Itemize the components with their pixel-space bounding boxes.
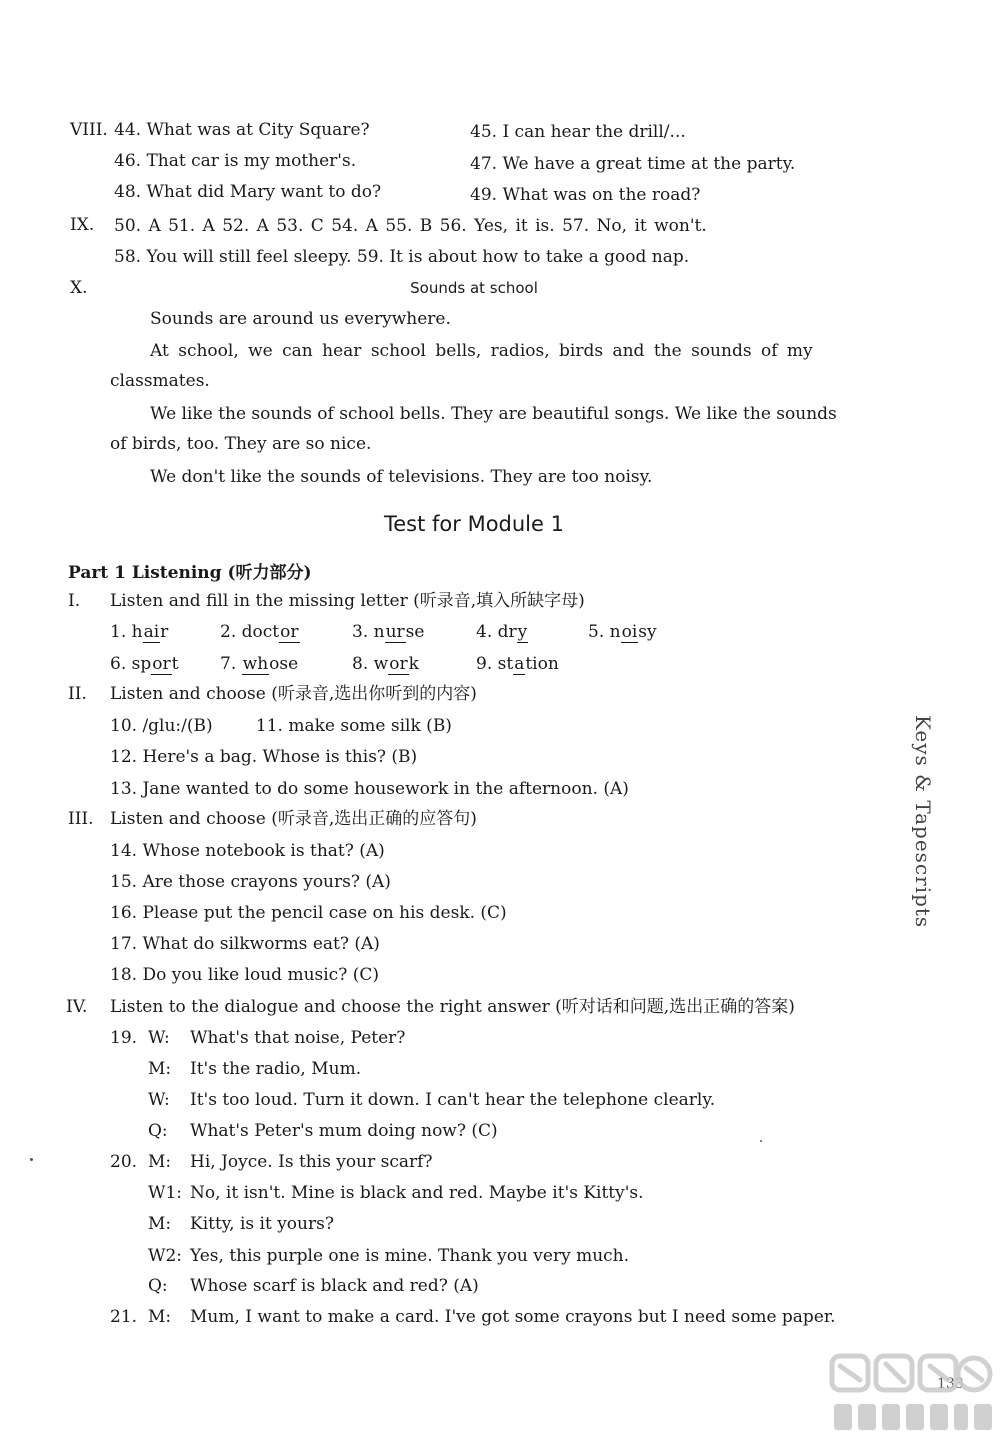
essay-line-5: of birds, too. They are so nice. xyxy=(110,434,372,454)
answer-46: 46. That car is my mother's. xyxy=(114,151,357,171)
side-running-title: Keys & Tapescripts xyxy=(911,715,935,929)
essay-line-2: At school, we can hear school bells, radios, birds and the sounds of my xyxy=(150,341,813,361)
speaker: W: xyxy=(148,1028,170,1048)
answers-10-11: 10. /glu:/(B) 11. make some silk (B) xyxy=(110,716,452,736)
speaker: M: xyxy=(148,1214,172,1234)
answer-12: 12. Here's a bag. Whose is this? (B) xyxy=(110,747,418,767)
dialogue-19-number: 19. xyxy=(110,1028,138,1048)
dialogue-21-number: 21. xyxy=(110,1307,138,1327)
speck xyxy=(760,1140,762,1142)
word-8: 8. work xyxy=(352,654,419,674)
speaker: Q: xyxy=(148,1121,168,1141)
speaker: W: xyxy=(148,1090,170,1110)
dialogue-20-number: 20. xyxy=(110,1152,138,1172)
answer-14: 14. Whose notebook is that? (A) xyxy=(110,841,385,861)
answer-18: 18. Do you like loud music? (C) xyxy=(110,965,379,985)
essay-line-3: classmates. xyxy=(110,371,210,391)
dialogue-question: Whose scarf is black and red? (A) xyxy=(190,1276,479,1296)
speaker: W1: xyxy=(148,1183,183,1203)
section-iii-number: III. xyxy=(68,809,94,829)
page-number: 133 xyxy=(937,1376,964,1392)
section-x-number: X. xyxy=(70,278,88,298)
word-4: 4. dry xyxy=(476,622,528,642)
speaker: M: xyxy=(148,1307,172,1327)
section-i-number: I. xyxy=(68,591,81,611)
word-6: 6. sport xyxy=(110,654,179,674)
answer-49: 49. What was on the road? xyxy=(470,185,701,205)
word-7: 7. whose xyxy=(220,654,299,674)
speck xyxy=(30,1158,33,1161)
part-1-heading: Part 1 Listening (听力部分) xyxy=(68,563,312,583)
answers-58-59: 58. You will still feel sleepy. 59. It is about how to take a good nap. xyxy=(114,247,690,267)
essay-line-6: We don't like the sounds of televisions. They are too noisy. xyxy=(150,467,653,487)
answer-44: 44. What was at City Square? xyxy=(114,120,370,140)
dialogue-line: It's too loud. Turn it down. I can't hear the telephone clearly. xyxy=(190,1090,716,1110)
dialogue-line: Hi, Joyce. Is this your scarf? xyxy=(190,1152,433,1172)
essay-line-4: We like the sounds of school bells. They are beautiful songs. We like the sounds xyxy=(150,404,837,424)
answer-47: 47. We have a great time at the party. xyxy=(470,154,796,174)
section-viii-number: VIII. xyxy=(70,120,108,140)
section-iii-instruction: Listen and choose (听录音,选出正确的应答句) xyxy=(110,809,477,829)
dialogue-line: Yes, this purple one is mine. Thank you very much. xyxy=(190,1246,630,1266)
dialogue-line: Mum, I want to make a card. I've got some crayons but I need some paper. xyxy=(190,1307,836,1327)
test-title: Test for Module 1 xyxy=(384,512,564,536)
word-5: 5. noisy xyxy=(588,622,657,642)
speaker: M: xyxy=(148,1059,172,1079)
answer-17: 17. What do silkworms eat? (A) xyxy=(110,934,380,954)
section-i-instruction: Listen and fill in the missing letter (听录音,填入所缺字母) xyxy=(110,591,585,611)
dialogue-line: It's the radio, Mum. xyxy=(190,1059,362,1079)
section-iv-instruction: Listen to the dialogue and choose the right answer (听对话和问题,选出正确的答案) xyxy=(110,997,795,1017)
section-iv-number: IV. xyxy=(66,997,88,1017)
answer-15: 15. Are those crayons yours? (A) xyxy=(110,872,391,892)
speaker: Q: xyxy=(148,1276,168,1296)
dialogue-question: What's Peter's mum doing now? (C) xyxy=(190,1121,498,1141)
answer-16: 16. Please put the pencil case on his desk. (C) xyxy=(110,903,507,923)
essay-title: Sounds at school xyxy=(410,279,538,297)
section-ii-instruction: Listen and choose (听录音,选出你听到的内容) xyxy=(110,684,477,704)
dialogue-line: What's that noise, Peter? xyxy=(190,1028,406,1048)
word-2: 2. doctor xyxy=(220,622,299,642)
answer-13: 13. Jane wanted to do some housework in the afternoon. (A) xyxy=(110,779,629,799)
word-1: 1. hair xyxy=(110,622,169,642)
answers-50-57: 50. A 51. A 52. A 53. C 54. A 55. B 56. Yes, it is. 57. No, it won't. xyxy=(114,216,707,236)
section-ii-number: II. xyxy=(68,684,87,704)
dialogue-line: No, it isn't. Mine is black and red. Maybe it's Kitty's. xyxy=(190,1183,644,1203)
answer-45: 45. I can hear the drill/... xyxy=(470,122,686,142)
essay-line-1: Sounds are around us everywhere. xyxy=(150,309,451,329)
answer-48: 48. What did Mary want to do? xyxy=(114,182,382,202)
word-3: 3. nurse xyxy=(352,622,425,642)
word-9: 9. station xyxy=(476,654,559,674)
watermark-logo xyxy=(828,1350,996,1442)
section-ix-number: IX. xyxy=(70,215,95,235)
speaker: W2: xyxy=(148,1246,183,1266)
speaker: M: xyxy=(148,1152,172,1172)
dialogue-line: Kitty, is it yours? xyxy=(190,1214,334,1234)
